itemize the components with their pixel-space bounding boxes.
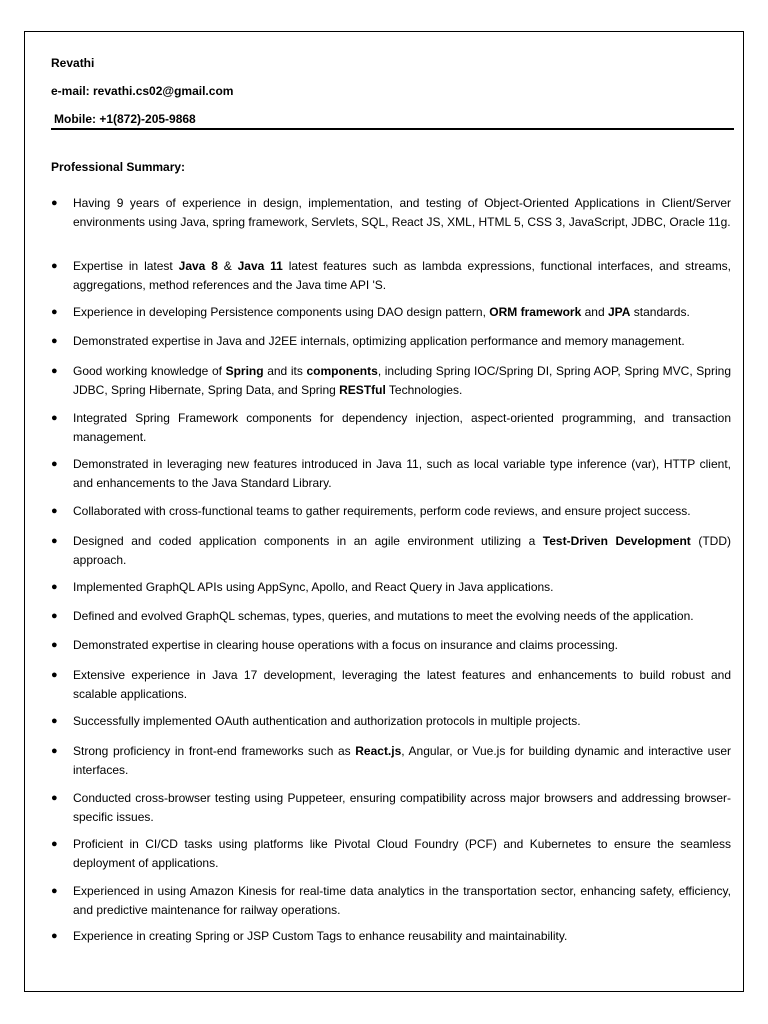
text-segment: Integrated Spring Framework components for dependency injection, aspect-oriented programming, and transaction management.	[73, 411, 731, 444]
summary-item	[51, 636, 735, 655]
bullet-icon: ●	[51, 535, 58, 547]
bullet-icon: ●	[51, 306, 58, 318]
bullet-icon: ●	[51, 838, 58, 850]
text-segment: Strong proficiency in front-end frameworks such as	[73, 744, 356, 758]
summary-item-text	[73, 409, 731, 446]
bullet-icon: ●	[51, 715, 58, 727]
summary-item	[51, 303, 735, 322]
text-segment: Experience in developing Persistence components using DAO design pattern,	[73, 305, 490, 319]
summary-item-text	[73, 666, 731, 703]
summary-item	[51, 742, 735, 779]
bullet-icon: ●	[51, 412, 58, 424]
text-segment: Demonstrated expertise in clearing house operations with a focus on insurance and claims processing.	[73, 638, 618, 652]
summary-item-text	[73, 362, 731, 399]
section-title: Professional Summary:	[51, 160, 186, 174]
summary-item	[51, 578, 735, 597]
emphasis-text: Java 8	[178, 259, 218, 273]
summary-item	[51, 257, 735, 294]
bullet-icon: ●	[51, 792, 58, 804]
summary-item	[51, 666, 735, 703]
summary-item	[51, 927, 735, 946]
summary-item-text	[73, 712, 731, 731]
summary-item	[51, 502, 735, 521]
summary-item-text	[73, 303, 731, 322]
bullet-icon: ●	[51, 458, 58, 470]
bullet-icon: ●	[51, 260, 58, 272]
summary-item-text	[73, 502, 731, 521]
summary-item-text	[73, 578, 731, 597]
header-divider	[51, 128, 734, 130]
text-segment: Collaborated with cross-functional teams to gather requirements, perform code reviews, and ensure project success.	[73, 504, 691, 518]
text-segment: Good working knowledge of	[73, 364, 226, 378]
summary-item	[51, 607, 735, 626]
contact-header	[51, 55, 735, 139]
bullet-icon: ●	[51, 581, 58, 593]
text-segment: Defined and evolved GraphQL schemas, types, queries, and mutations to meet the evolving needs of the application.	[73, 609, 694, 623]
text-segment: Experience in creating Spring or JSP Custom Tags to enhance reusability and maintainability.	[73, 929, 568, 943]
candidate-name: Revathi	[51, 56, 95, 70]
text-segment: Implemented GraphQL APIs using AppSync, Apollo, and React Query in Java applications.	[73, 580, 554, 594]
summary-item	[51, 455, 735, 492]
text-segment: Having 9 years of experience in design, implementation, and testing of Object-Oriented Applications in Client/Server environments using Java, spring framework, Servlets, SQL, React JS, XML, HTML 5, CSS 3, JavaScript, JDBC, Oracle 11g.	[73, 196, 731, 229]
text-segment: , Angular, or Vue.js for building dynamic and interactive user interfaces.	[73, 744, 731, 777]
summary-item	[51, 789, 735, 826]
emphasis-text: RESTful	[339, 382, 386, 397]
mobile-line: Mobile: +1(872)-205-9868	[54, 112, 196, 126]
summary-item-text	[73, 789, 731, 826]
text-segment: Successfully implemented OAuth authentication and authorization protocols in multiple projects.	[73, 714, 581, 728]
emphasis-text: ORM framework	[489, 305, 582, 319]
summary-item-text	[73, 636, 731, 655]
bullet-icon: ●	[51, 745, 58, 757]
summary-item	[51, 362, 735, 399]
text-segment: Technologies.	[385, 382, 463, 397]
emphasis-text: React.js	[355, 744, 402, 758]
summary-item	[51, 332, 735, 351]
text-segment: Demonstrated expertise in Java and J2EE internals, optimizing application performance and memory management.	[73, 334, 685, 348]
text-segment: and	[581, 305, 608, 319]
text-segment: , including Spring IOC/Spring DI, Spring AOP, Spring MVC, Spring JDBC, Spring Hibernate, Spring Data, and Spring	[73, 364, 731, 397]
text-segment: &	[217, 259, 238, 273]
summary-item-text	[73, 927, 731, 946]
bullet-icon: ●	[51, 930, 58, 942]
summary-item	[51, 882, 735, 919]
summary-item	[51, 532, 735, 569]
summary-item-text	[73, 835, 731, 872]
text-segment: Experienced in using Amazon Kinesis for real-time data analytics in the transportation sector, enhancing safety, efficiency, and predictive maintenance for railway operations.	[73, 884, 731, 917]
text-segment: latest features such as lambda expressions, functional interfaces, and streams, aggregations, method references and the Java time API 'S.	[73, 259, 732, 292]
text-segment: Expertise in latest	[73, 259, 179, 273]
bullet-icon: ●	[51, 885, 58, 897]
bullet-icon: ●	[51, 505, 58, 517]
summary-item	[51, 194, 735, 231]
summary-item-text	[73, 332, 731, 351]
emphasis-text: JPA	[607, 305, 631, 319]
bullet-icon: ●	[51, 197, 58, 209]
summary-item	[51, 712, 735, 731]
summary-item	[51, 409, 735, 446]
bullet-icon: ●	[51, 365, 58, 377]
emphasis-text: components	[306, 364, 378, 378]
summary-item-text	[73, 194, 731, 231]
summary-item-text	[73, 742, 731, 779]
bullet-icon: ●	[51, 639, 58, 651]
emphasis-text: Spring	[225, 364, 264, 378]
emphasis-text: Test-Driven Development	[542, 534, 691, 548]
summary-item-text	[73, 455, 731, 492]
text-segment: standards.	[630, 305, 690, 319]
summary-item-text	[73, 607, 731, 626]
text-segment: Designed and coded application components in an agile environment utilizing a	[73, 534, 543, 548]
bullet-icon: ●	[51, 335, 58, 347]
summary-item-text	[73, 882, 731, 919]
summary-item-text	[73, 257, 731, 294]
emphasis-text: Java 11	[237, 259, 283, 273]
text-segment: Demonstrated in leveraging new features introduced in Java 11, such as local variable type inference (var), HTTP client, and enhancements to the Java Standard Library.	[73, 457, 731, 490]
text-segment: (TDD) approach.	[73, 534, 731, 567]
text-segment: Conducted cross-browser testing using Puppeteer, ensuring compatibility across major browsers and addressing browser-specific issues.	[73, 791, 731, 824]
summary-item-text	[73, 532, 731, 569]
text-segment: Proficient in CI/CD tasks using platforms like Pivotal Cloud Foundry (PCF) and Kubernetes to ensure the seamless deployment of applications.	[73, 837, 731, 870]
text-segment: Extensive experience in Java 17 development, leveraging the latest features and enhancements to build robust and scalable applications.	[73, 668, 731, 701]
summary-item	[51, 835, 735, 872]
email-line: e-mail: revathi.cs02@gmail.com	[51, 84, 234, 98]
text-segment: and its	[263, 364, 307, 378]
bullet-icon: ●	[51, 669, 58, 681]
bullet-icon: ●	[51, 610, 58, 622]
